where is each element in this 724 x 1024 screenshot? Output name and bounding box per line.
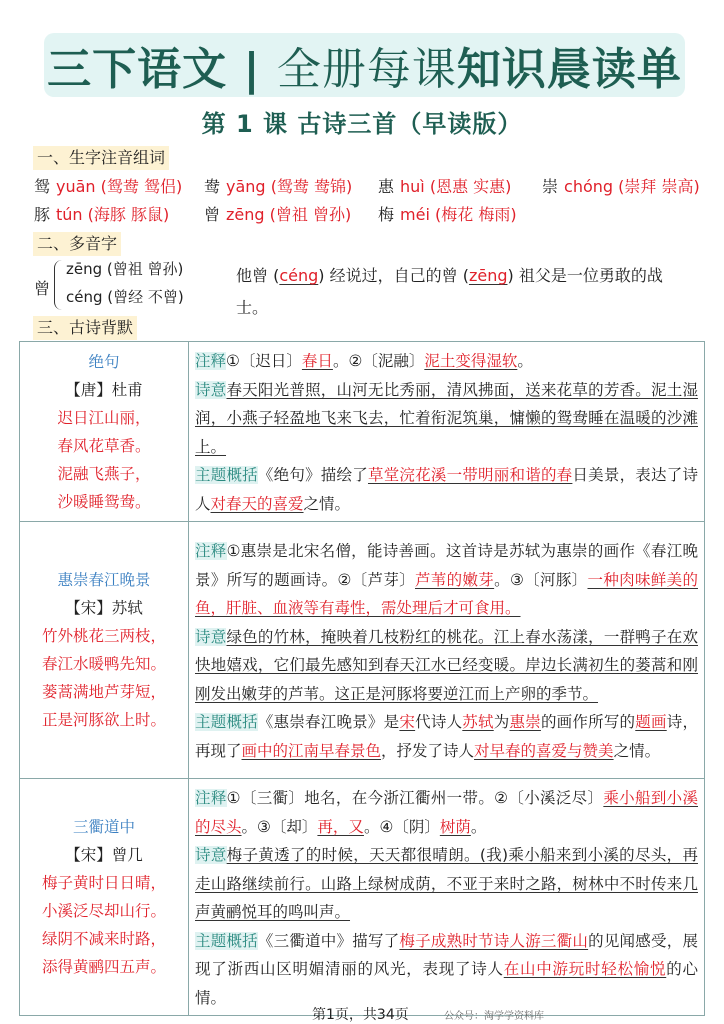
poem-author: 【宋】曾几 [65, 846, 143, 864]
reading-zeng: zēng (曾祖 曾孙) [66, 260, 184, 278]
poem-line: 小溪泛尽却山行。 [41, 902, 166, 920]
poem-line: 正是河豚欲上时。 [41, 711, 166, 729]
poem-line: 添得黄鹂四五声。 [41, 958, 166, 976]
polyphone-char: 曾 [34, 279, 51, 298]
poem-line: 泥融飞燕子， [57, 464, 151, 483]
poem-text-cell [20, 522, 189, 779]
poem-row [20, 342, 705, 522]
poem-text-cell [20, 342, 189, 522]
poem-line: 绿阴不减来时路， [41, 930, 166, 948]
meaning: 诗意梅子黄透了的时候，天天都很晴朗。(我)乘小船来到小溪的尽头，再走山路继续前行。山路上绿树成荫，不亚于来时之路，树林中不时传来几声黄鹂悦耳的鸣叫声。 [195, 846, 698, 921]
theme: 主题概括《三衢道中》描写了梅子成熟时节诗人游三衢山的见闻感受，展现了浙西山区明媚清丽的风光，表现了诗人在山中游玩时轻松愉悦的心情。 [195, 931, 698, 1007]
poem-title: 三衢道中 [72, 818, 135, 836]
theme: 主题概括《惠崇春江晚景》是宋代诗人苏轼为惠崇的画作所写的题画诗，再现了画中的江南早春景色，抒发了诗人对早春的喜爱与赞美之情。 [195, 713, 698, 760]
title-part-3: 知识晨读单 [456, 44, 682, 95]
page-title [47, 33, 682, 97]
poem-line: 竹外桃花三两枝， [41, 627, 166, 645]
notes: 注释①惠崇是北宋名僧，能诗善画。这首诗是苏轼为惠崇的画作《春江晚景》所写的题画诗。②〔芦芽〕芦苇的嫩芽。③〔河豚〕一种肉味鲜美的鱼，肝脏、血液等有毒性，需处理后才可食用。 [195, 542, 698, 617]
char-row-2 [34, 204, 517, 226]
polyphone-readings [34, 258, 234, 312]
poem-author: 【宋】苏轼 [65, 599, 143, 617]
poem-line: 迟日江山丽， [57, 408, 151, 427]
notes: 注释①〔三衢〕地名，在今浙江衢州一带。②〔小溪泛尽〕乘小船到小溪的尽头。③〔却〕再，又。④〔阴〕树荫。 [195, 789, 698, 836]
poem-line: 梅子黄时日日晴， [41, 874, 166, 892]
title-part-1: 三下语文 [47, 44, 228, 95]
title-separator: | [227, 44, 277, 95]
lesson-subtitle: 第 1 课 古诗三首（早读版） [201, 110, 523, 138]
poem-notes-cell [189, 779, 705, 1016]
section-heading-characters: 一、生字注音组词 [33, 146, 169, 170]
polyphone-sentence: 他曾 (céng) 经说过，自己的曾 (zēng) 祖父是一位勇敢的战士。 [236, 266, 663, 317]
char-item: 惠 huì (恩惠 实惠) [378, 177, 512, 196]
poem-title: 绝句 [88, 352, 120, 371]
char-item: 鸯 yāng (鸳鸯 鸯锦) [204, 177, 353, 196]
notes: 注释①〔迟日〕春日。②〔泥融〕泥土变得湿软。 [195, 352, 533, 370]
poem-title: 惠崇春江晚景 [57, 571, 151, 589]
poem-notes-cell [189, 522, 705, 779]
brace-icon [54, 260, 64, 310]
meaning: 诗意绿色的竹林，掩映着几枝粉红的桃花。江上春水荡漾，一群鸭子在欢快地嬉戏，它们最先感知到春天江水已经变暖。岸边长满初生的蒌蒿和刚刚发出嫩芽的芦苇。这正是河豚将要逆江而上产卵的季节。 [195, 627, 698, 703]
char-item: 梅 méi (梅花 梅雨) [378, 205, 517, 224]
poem-line: 蒌蒿满地芦芽短， [41, 683, 166, 701]
poem-line: 春江水暖鸭先知。 [41, 655, 166, 673]
poem-row [20, 522, 705, 779]
title-part-2: 全册每课 [276, 44, 457, 95]
source-credit: 公众号：淘学学资料库 [444, 1011, 544, 1022]
section-heading-poems: 三、古诗背默 [33, 316, 137, 340]
poems-table [19, 341, 705, 1016]
poem-line: 沙暖睡鸳鸯。 [57, 492, 151, 511]
poem-text-cell [20, 779, 189, 1016]
char-item: 豚 tún (海豚 豚鼠) [34, 205, 170, 224]
poem-notes-cell [189, 342, 705, 522]
poem-author: 【唐】杜甫 [65, 380, 143, 399]
section-heading-polyphone: 二、多音字 [33, 232, 121, 256]
page-number: 第1页，共34页 [312, 1007, 409, 1023]
char-item: 曾 zēng (曾祖 曾孙) [204, 205, 352, 224]
char-row-1 [34, 176, 700, 198]
title-banner [44, 33, 685, 97]
meaning: 诗意春天阳光普照，山河无比秀丽，清风拂面，送来花草的芳香。泥土湿润，小燕子轻盈地飞来飞去，忙着衔泥筑巢，慵懒的鸳鸯睡在温暖的沙滩上。 [195, 380, 698, 456]
page-footer [0, 1004, 724, 1024]
reading-ceng: céng (曾经 不曾) [66, 288, 184, 306]
poem-line: 春风花草香。 [57, 436, 151, 455]
poem-row [20, 779, 705, 1016]
char-item: 崇 chóng (崇拜 崇高) [542, 177, 700, 196]
theme: 主题概括《绝句》描绘了草堂浣花溪一带明丽和谐的春日美景，表达了诗人对春天的喜爱之情。 [195, 466, 698, 513]
char-item: 鸳 yuān (鸳鸯 鸳侣) [34, 177, 183, 196]
